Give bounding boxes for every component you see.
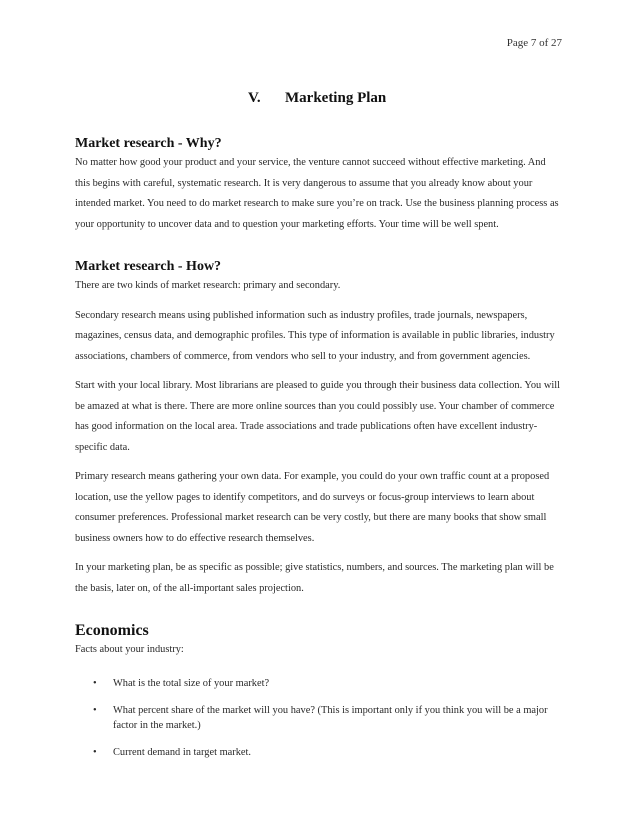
page-number: Page 7 of 27 xyxy=(506,37,562,49)
list-item xyxy=(75,676,563,691)
list-item-text: What is the total size of your market? xyxy=(113,677,270,689)
paragraph: Facts about your industry: xyxy=(75,644,184,655)
list-item xyxy=(75,703,563,733)
section-heading: Economics xyxy=(75,622,149,639)
paragraph: No matter how good your product and your service, the venture cannot succeed without effective marketing. And this begins with careful, systematic research. It is very dangerous to assume that you already know about your intended market. You need to do market research to make sure you’re on track. Use the business planning process as your opportunity to uncover data and to question your marketing efforts. Your time will be well spent. xyxy=(75,157,559,230)
paragraph: Start with your local library. Most librarians are pleased to guide you through their business data collection. You will be amazed at what is there. There are more online sources than you could possibly use. Your chamber of commerce has good information on the local area. Trade associations and trade publications often have excellent industry-specific data. xyxy=(75,380,560,453)
list-item-text: Current demand in target market. xyxy=(113,746,252,758)
chapter-number: V. xyxy=(248,90,261,106)
section-heading: Market research - Why? xyxy=(75,136,222,151)
bullet-icon: • xyxy=(93,746,97,758)
chapter-title xyxy=(248,90,386,107)
paragraph: In your marketing plan, be as specific as possible; give statistics, numbers, and sources. The marketing plan will be the basis, later on, of the all-important sales projection. xyxy=(75,562,554,594)
chapter-title-text: Marketing Plan xyxy=(285,90,387,106)
list-item xyxy=(75,745,563,760)
document-body xyxy=(75,134,563,772)
section-economics xyxy=(75,621,563,760)
paragraph: There are two kinds of market research: primary and secondary. xyxy=(75,280,341,291)
paragraph: Secondary research means using published information such as industry profiles, trade journals, newspapers, magazines, census data, and demographic profiles. This type of information is available in public libraries, industry associations, chambers of commerce, from vendors who sell to your industry, and from government agencies. xyxy=(75,309,555,362)
bullet-list xyxy=(75,676,563,760)
section-market-research-how xyxy=(75,257,563,599)
section-heading: Market research - How? xyxy=(75,259,222,274)
paragraph: Primary research means gathering your own data. For example, you could do your own traffic count at a proposed location, use the yellow pages to identify competitors, and do surveys or focus-group interviews to learn about consumer preferences. Professional market research can be very costly, but there are many books that show small business owners how to do effective research themselves. xyxy=(75,471,550,544)
section-market-research-why xyxy=(75,134,563,235)
bullet-icon: • xyxy=(93,704,97,716)
bullet-icon: • xyxy=(93,677,97,689)
list-item-text: What percent share of the market will you have? (This is important only if you think you will be a major factor in the market.) xyxy=(113,704,548,731)
